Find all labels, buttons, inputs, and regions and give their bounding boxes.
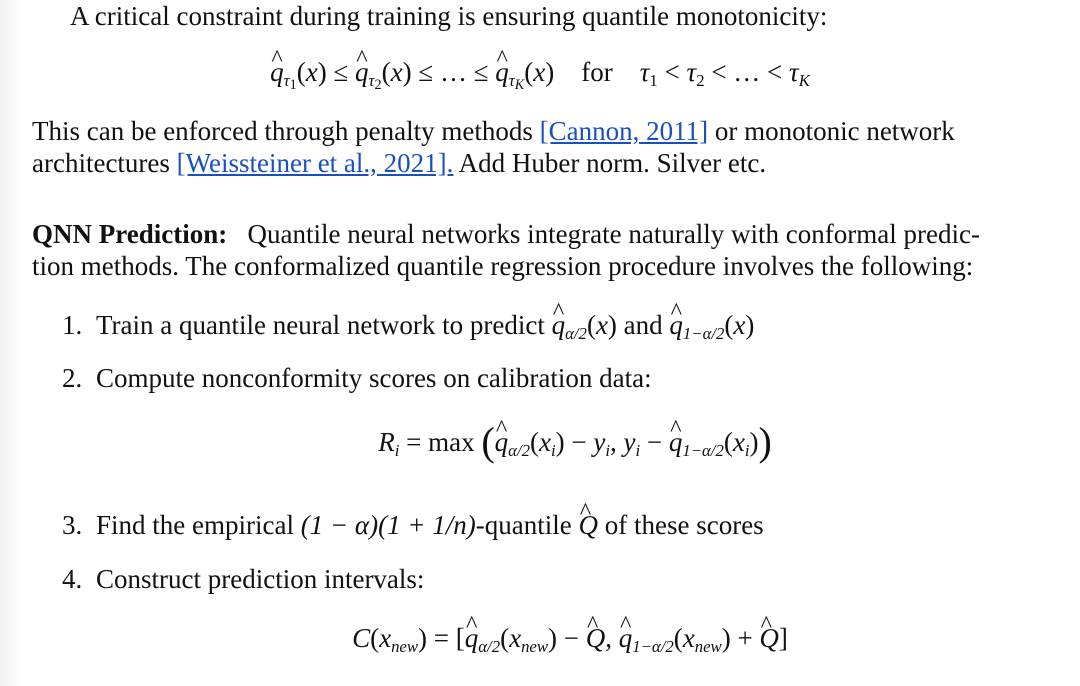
page-edge-shadow bbox=[0, 0, 22, 686]
list-item-2: 2. Compute nonconformity scores on calibration data: bbox=[62, 363, 652, 393]
qnn-heading: QNN Prediction: bbox=[32, 219, 228, 249]
citation-link-cannon[interactable]: [Cannon, 2011] bbox=[539, 116, 709, 146]
list-item-3: 3. Find the empirical (1 − α)(1 + 1/n)-quantile ^ Q of these scores bbox=[62, 509, 764, 541]
list-item-4: 4. Construct prediction intervals: bbox=[62, 564, 425, 594]
prediction-interval-equation: $C(x_{new})$ = [^ $q_{\alpha/2}(x_{new})$ − ^ Q, ^ $q_{1-\alpha/2}(x_{new})$ + ^ Q] bbox=[0, 622, 1080, 654]
citation-link-weissteiner[interactable]: [Weissteiner et al., 2021]. bbox=[176, 148, 454, 178]
monotonicity-equation: ^ $q_{\tau_1}(x)$ ≤ ^ $q_{\tau_2}(x)$ ≤ … ≤ ^ $q_{\tau_K}(x)$ for $\tau_1 < \tau_2$ < … < $\tau_K$ bbox=[0, 56, 1080, 88]
list-item-1: 1. Train a quantile neural network to predict ^ $q_{\alpha/2}(x)$ and ^ $q_{1-\alpha/2}(x)$ bbox=[62, 309, 754, 341]
intro-text: A critical constraint during training is ensuring quantile monotonicity: bbox=[70, 1, 828, 31]
paragraph-line-2: architectures [Weissteiner et al., 2021]. Add Huber norm. Silver etc. bbox=[32, 148, 767, 178]
qnn-line-1: QNN Prediction: Quantile neural networks integrate naturally with conformal predic- bbox=[32, 219, 980, 249]
paragraph-line-1: This can be enforced through penalty methods [Cannon, 2011] or monotonic network bbox=[32, 116, 955, 146]
qnn-line-2: tion methods. The conformalized quantile regression procedure involves the following: bbox=[32, 251, 974, 281]
nonconformity-equation: $R_i = \max$ (^ $q_{\alpha/2}(x_i) - y_i$, $y_i$ − ^ $q_{1-\alpha/2}(x_i)$) bbox=[0, 426, 1080, 458]
